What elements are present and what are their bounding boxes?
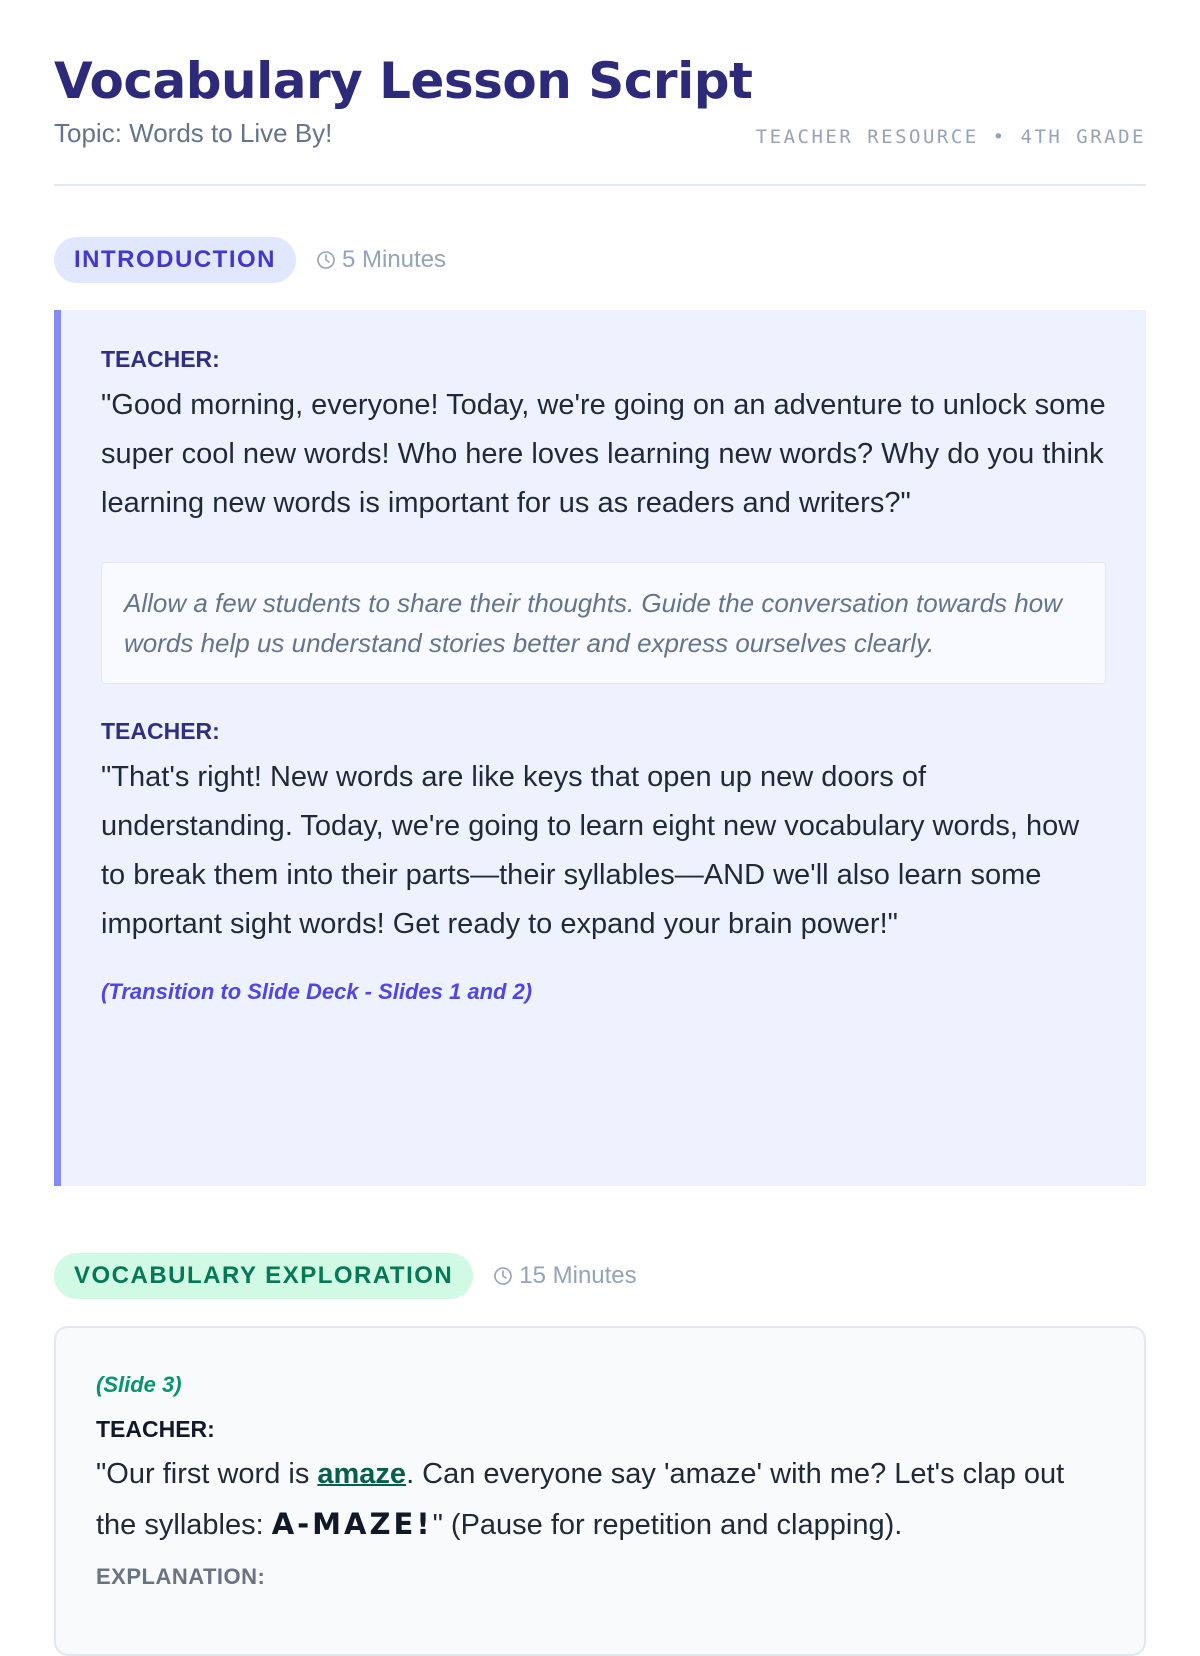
resource-tag: TEACHER RESOURCE • 4TH GRADE xyxy=(755,126,1146,148)
speech-text: "Our first word is xyxy=(96,1458,318,1490)
slide-tag: (Slide 3) xyxy=(96,1372,182,1397)
vocab-duration xyxy=(493,1262,636,1290)
teacher-speech: "Good morning, everyone! Today, we're going on an adventure to unlock some super cool new words! Who here loves learning new words? Why do you think learning new words is important for us as readers and writers?" xyxy=(101,389,1106,519)
vocab-duration-text: 15 Minutes xyxy=(519,1262,637,1289)
explanation-label: EXPLANATION: xyxy=(96,1564,266,1589)
intro-duration-text: 5 Minutes xyxy=(341,246,447,273)
vocab-badge: VOCABULARY EXPLORATION xyxy=(54,1253,473,1299)
page-subtitle: Topic: Words to Live By! xyxy=(54,118,333,148)
vocab-word: amaze xyxy=(317,1458,407,1490)
intro-badge: INTRODUCTION xyxy=(54,237,296,283)
teacher-speech xyxy=(96,1449,1104,1550)
teacher-speech: "That's right! New words are like keys that open up new doors of understanding. Today, we're going to learn eight new vocabulary words, how to break them into their parts—their syllables—AND we'll also learn some important sight words! Get ready to expand your brain power!" xyxy=(101,761,1080,940)
intro-section-label xyxy=(54,237,446,283)
teacher-label: TEACHER: xyxy=(96,1416,215,1442)
page-title: Vocabulary Lesson Script xyxy=(54,52,753,110)
clock-icon xyxy=(316,250,336,270)
speech-text: " (Pause for repetition and clapping). xyxy=(432,1509,903,1541)
intro-duration xyxy=(316,246,446,274)
speech-text: . Can everyone say 'amaze' with me? Let's clap out the syllables: xyxy=(96,1458,1065,1541)
slide-transition-note: (Transition to Slide Deck - Slides 1 and 2) xyxy=(101,979,533,1004)
instruction-note: Allow a few students to share their thoughts. Guide the conversation towards how words help us understand stories better and express ourselves clearly. xyxy=(101,562,1106,684)
teacher-label: TEACHER: xyxy=(101,718,220,744)
clock-icon xyxy=(493,1266,513,1286)
vocab-section-label xyxy=(54,1253,637,1299)
intro-script-block xyxy=(54,310,1146,1186)
syllable-breakdown: A-MAZE! xyxy=(271,1507,433,1541)
teacher-label: TEACHER: xyxy=(101,346,220,372)
page-header xyxy=(54,0,1146,186)
vocab-script-card xyxy=(54,1326,1146,1656)
